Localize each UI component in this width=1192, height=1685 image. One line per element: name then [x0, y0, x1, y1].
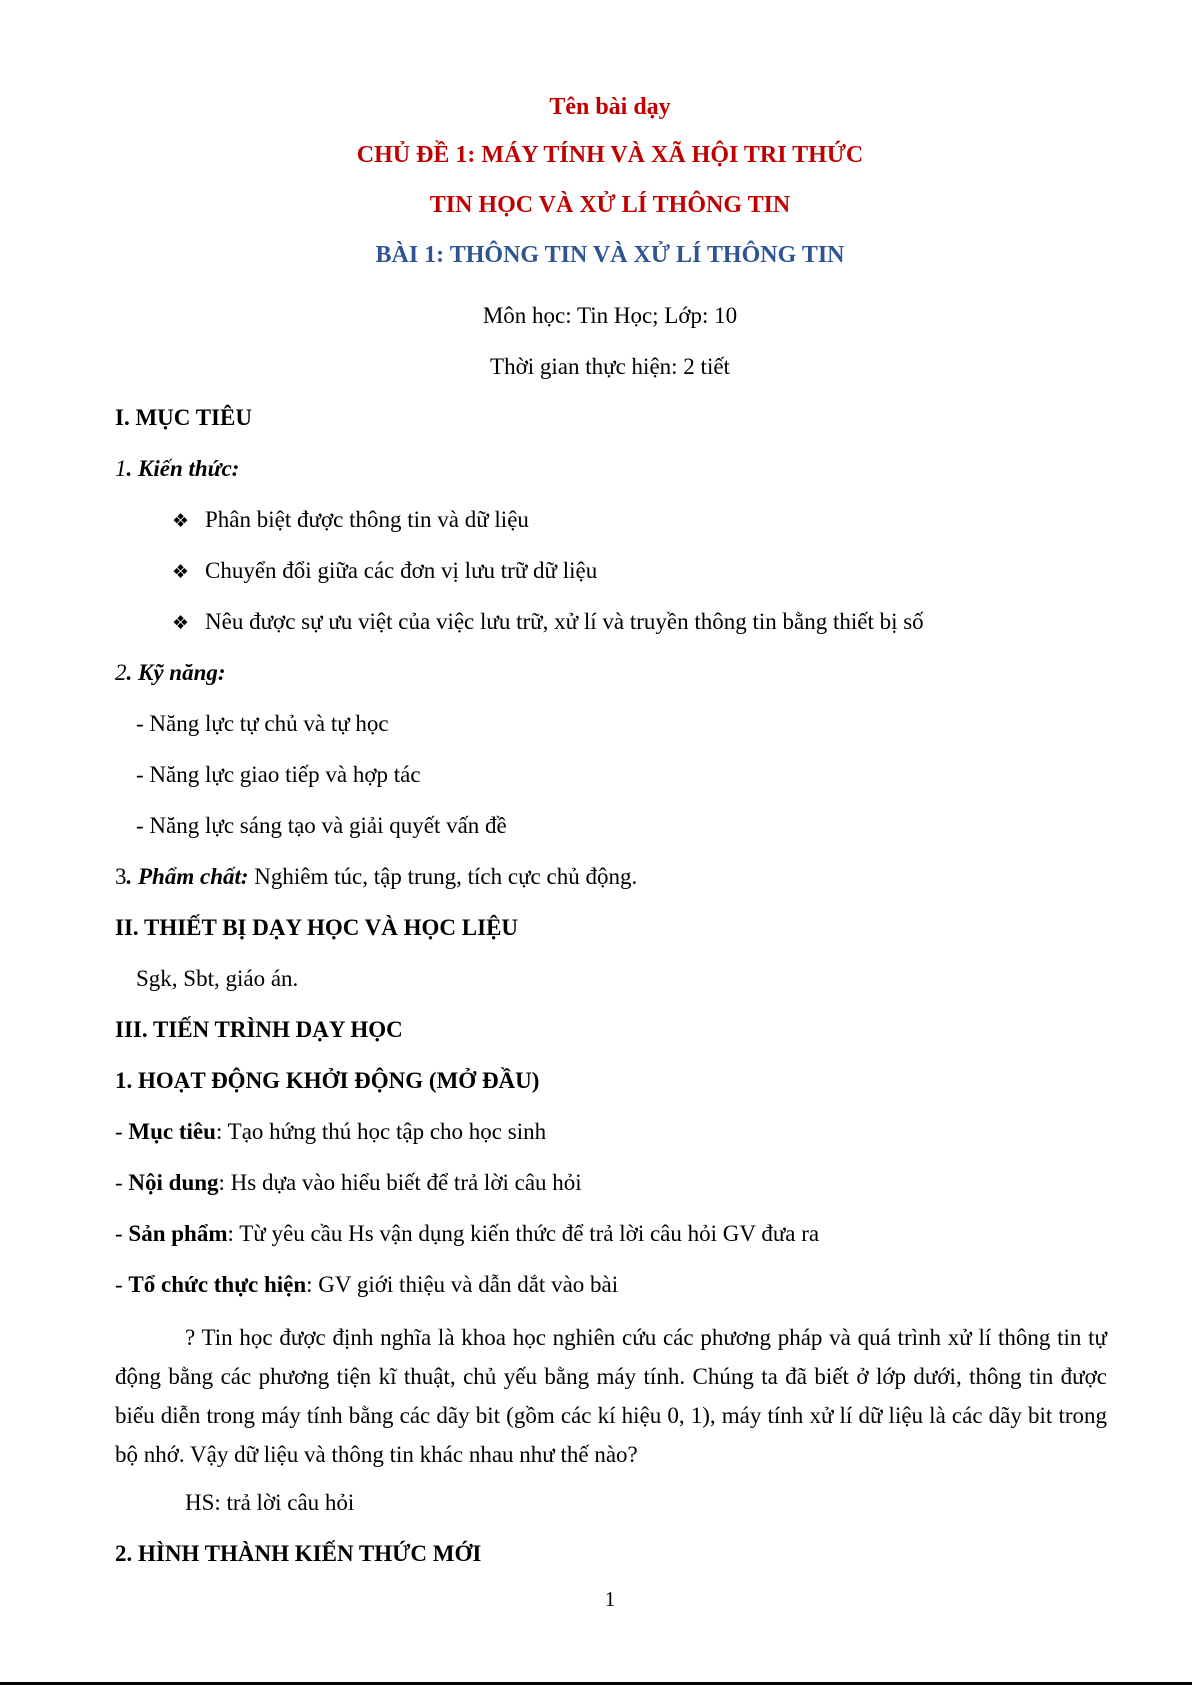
duration-line: Thời gian thực hiện: 2 tiết: [490, 354, 730, 379]
skills-heading: [115, 658, 226, 688]
skill-item: - Năng lực sáng tạo và giải quyết vấn đề: [136, 813, 507, 838]
row-text: : GV giới thiệu và dẫn dắt vào bài: [306, 1272, 619, 1297]
knowledge-item-text: Chuyển đổi giữa các đơn vị lưu trữ dữ liệu: [205, 558, 598, 583]
lesson-title: BÀI 1: THÔNG TIN VÀ XỬ LÍ THÔNG TIN: [375, 242, 845, 268]
diamond-bullet-icon: ❖: [172, 510, 190, 532]
activity1-question: ? Tin học được định nghĩa là khoa học nghiên cứu các phương pháp và quá trình xử lí thông tin tự động bằng các phương tiện kĩ thuật, chủ yếu bằng máy tính. Chúng ta đã biết ở lớp dưới, thông tin được biểu diễn trong máy tính bằng các dãy bit (gồm các kí hiệu 0, 1), máy tính xử lí dữ liệu là các dãy bit trong bộ nhớ. Vậy dữ liệu và thông tin khác nhau như thế nào?: [115, 1325, 1107, 1467]
section-objectives-heading: [115, 403, 252, 433]
qualities-label: . Phẩm chất:: [126, 864, 249, 889]
topic-title: CHỦ ĐỀ 1: MÁY TÍNH VÀ XÃ HỘI TRI THỨC: [356, 142, 864, 168]
knowledge-item-text: Phân biệt được thông tin và dữ liệu: [205, 507, 529, 532]
qualities-text: Nghiêm túc, tập trung, tích cực chủ động.: [248, 864, 638, 889]
activity2-heading: 2. HÌNH THÀNH KIẾN THỨC MỚI: [115, 1541, 482, 1566]
row-label: Mục tiêu: [128, 1119, 216, 1144]
row-label: Nội dung: [128, 1170, 219, 1195]
row-prefix: -: [115, 1119, 129, 1144]
section-process-num: III: [115, 1017, 142, 1042]
activity1-row: [115, 1219, 819, 1249]
row-prefix: -: [115, 1170, 129, 1195]
qualities-num: 3: [115, 864, 127, 889]
row-label: Tổ chức thực hiện: [128, 1272, 307, 1297]
activity1-row: [115, 1168, 582, 1198]
row-label: Sản phẩm: [128, 1221, 228, 1246]
skill-item: - Năng lực tự chủ và tự học: [136, 711, 389, 736]
subject-line: Môn học: Tin Học; Lớp: 10: [482, 303, 738, 328]
knowledge-item: [172, 607, 924, 638]
knowledge-heading: [115, 454, 239, 484]
row-prefix: -: [115, 1272, 129, 1297]
skills-num: 2: [115, 660, 127, 685]
knowledge-label: . Kiến thức:: [126, 456, 240, 481]
knowledge-item-text: Nêu được sự ưu việt của việc lưu trữ, xử lí và truyền thông tin bằng thiết bị số: [205, 609, 924, 634]
diamond-bullet-icon: ❖: [172, 612, 190, 634]
skill-item: - Năng lực giao tiếp và hợp tác: [136, 762, 421, 787]
section-equipment-num: II: [115, 915, 133, 940]
page-number: 1: [604, 1587, 616, 1611]
subtopic-title: TIN HỌC VÀ XỬ LÍ THÔNG TIN: [429, 192, 791, 218]
section-process-heading: [115, 1015, 403, 1045]
section-equipment-heading: [115, 913, 518, 943]
section-objectives-text: . MỤC TIÊU: [123, 405, 252, 430]
qualities-line: [115, 862, 637, 892]
row-prefix: -: [115, 1221, 129, 1246]
activity1-heading: 1. HOẠT ĐỘNG KHỞI ĐỘNG (MỞ ĐẦU): [115, 1068, 540, 1093]
section-objectives-num: I: [115, 405, 124, 430]
diamond-bullet-icon: ❖: [172, 561, 190, 583]
skills-label: . Kỹ năng:: [126, 660, 226, 685]
row-text: : Tạo hứng thú học tập cho học sinh: [215, 1119, 547, 1144]
knowledge-item: [172, 556, 597, 587]
activity1-row: [115, 1117, 546, 1147]
equipment-text: Sgk, Sbt, giáo án.: [136, 966, 299, 991]
knowledge-item: [172, 505, 529, 536]
lesson-label: Tên bài dạy: [549, 94, 671, 120]
row-text: : Từ yêu cầu Hs vận dụng kiến thức để trả lời câu hỏi GV đưa ra: [227, 1221, 820, 1246]
section-equipment-text: . THIẾT BỊ DẠY HỌC VÀ HỌC LIỆU: [132, 915, 519, 940]
knowledge-num: 1: [115, 456, 127, 481]
section-process-text: . TIẾN TRÌNH DẠY HỌC: [141, 1017, 403, 1042]
activity1-answer: HS: trả lời câu hỏi: [185, 1490, 355, 1515]
row-text: : Hs dựa vào hiểu biết để trả lời câu hỏi: [218, 1170, 582, 1195]
activity1-row: [115, 1270, 618, 1300]
